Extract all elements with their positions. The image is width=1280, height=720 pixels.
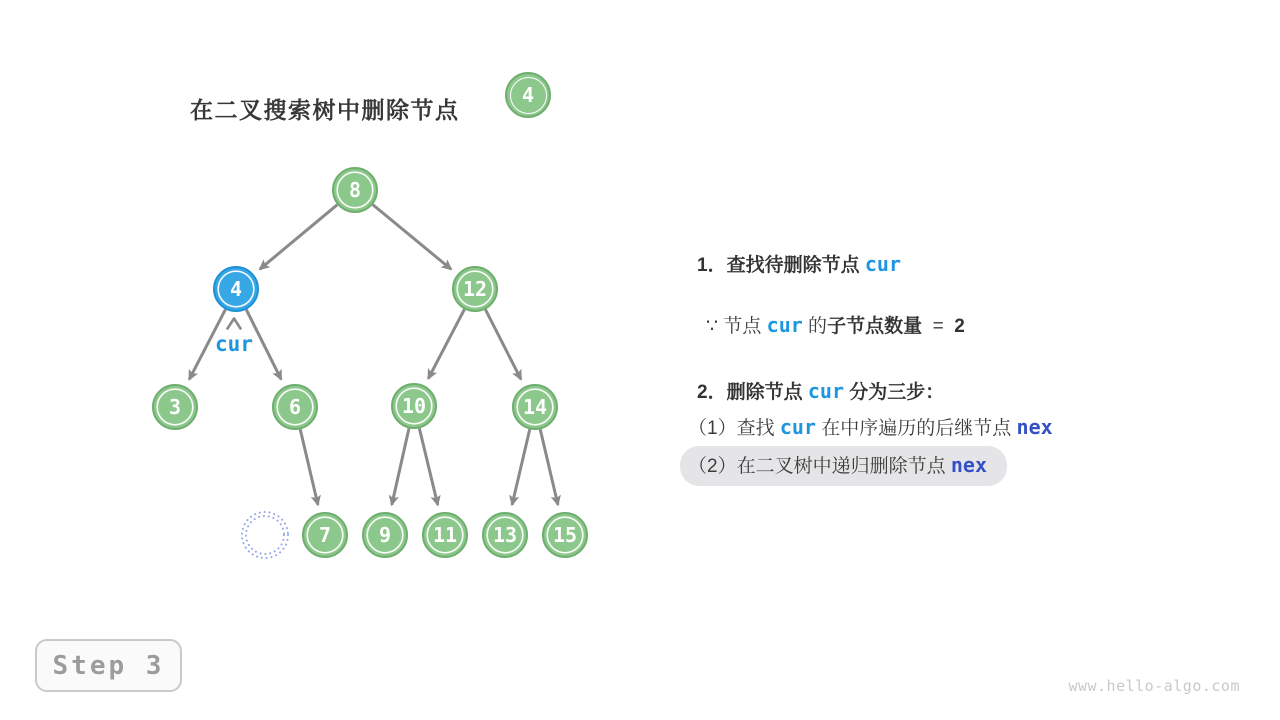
- tree-edge-10-11: [419, 428, 437, 504]
- text-run: （2）在二叉树中递归删除节点: [688, 456, 951, 477]
- node-value: 6: [288, 395, 302, 419]
- tree-edge-14-13: [512, 429, 530, 504]
- code-token-cur: cur: [807, 379, 844, 403]
- node-value: 15: [552, 523, 578, 547]
- removed-node-placeholder: [242, 512, 288, 558]
- text-run: =: [922, 316, 955, 337]
- tree-edge-12-10: [428, 309, 464, 378]
- text-run: 分为三步：: [843, 382, 945, 403]
- node-value: 8: [348, 178, 362, 202]
- note-line-3: [697, 377, 944, 407]
- text-run: 2．删除节点: [697, 382, 808, 403]
- binary-search-tree-diagram: [0, 0, 660, 600]
- tree-node-10: [392, 384, 436, 428]
- node-value: 13: [492, 523, 518, 547]
- code-token-cur: cur: [766, 313, 803, 337]
- node-value: 11: [432, 523, 458, 547]
- tree-node-14: [513, 385, 557, 429]
- tree-node-7: [303, 513, 347, 557]
- note-line-4: [688, 413, 1053, 443]
- code-token-nex: nex: [950, 453, 987, 477]
- code-token-cur: cur: [779, 415, 816, 439]
- tree-node-8: [333, 168, 377, 212]
- text-run: 在中序遍历的后继节点: [815, 418, 1017, 439]
- note-line-1: [697, 250, 901, 280]
- text-run: 1．查找待删除节点: [697, 255, 865, 276]
- tree-node-6: [273, 385, 317, 429]
- tree-node-3: [153, 385, 197, 429]
- step-indicator: Step 3: [35, 639, 182, 692]
- tree-node-15: [543, 513, 587, 557]
- node-value: 12: [462, 277, 488, 301]
- node-value: 7: [318, 523, 332, 547]
- node-value: 10: [401, 394, 427, 418]
- tree-edge-8-12: [373, 205, 451, 270]
- tree-node-4: [214, 267, 258, 311]
- node-value: 3: [168, 395, 182, 419]
- node-value: 9: [378, 523, 392, 547]
- tree-node-9: [363, 513, 407, 557]
- text-run: （1）查找: [688, 418, 780, 439]
- badge-number: 4: [521, 83, 535, 107]
- watermark: www.hello-algo.com: [1068, 677, 1240, 695]
- tree-edge-6-7: [300, 429, 318, 504]
- text-run: ∵ 节点: [706, 316, 767, 337]
- tree-edge-8-4: [260, 205, 337, 269]
- tree-edge-10-9: [392, 428, 409, 504]
- code-token-cur: cur: [864, 252, 901, 276]
- note-line-highlighted: [680, 446, 1007, 486]
- tree-node-12: [453, 267, 497, 311]
- tree-node-13: [483, 513, 527, 557]
- tree-node-11: [423, 513, 467, 557]
- text-run: 的: [802, 316, 828, 337]
- note-line-2: [706, 311, 965, 341]
- tree-edge-14-15: [540, 429, 558, 504]
- node-value: 14: [522, 395, 548, 419]
- pointer-caret-icon: [228, 319, 241, 329]
- text-run: 2: [954, 316, 965, 337]
- text-run: 子节点数量: [827, 316, 923, 337]
- node-value: 4: [229, 277, 243, 301]
- tree-edge-12-14: [485, 310, 521, 380]
- pointer-label-cur: cur: [215, 332, 253, 356]
- code-token-nex: nex: [1016, 415, 1053, 439]
- page-title: 在二叉搜索树中删除节点: [190, 97, 460, 124]
